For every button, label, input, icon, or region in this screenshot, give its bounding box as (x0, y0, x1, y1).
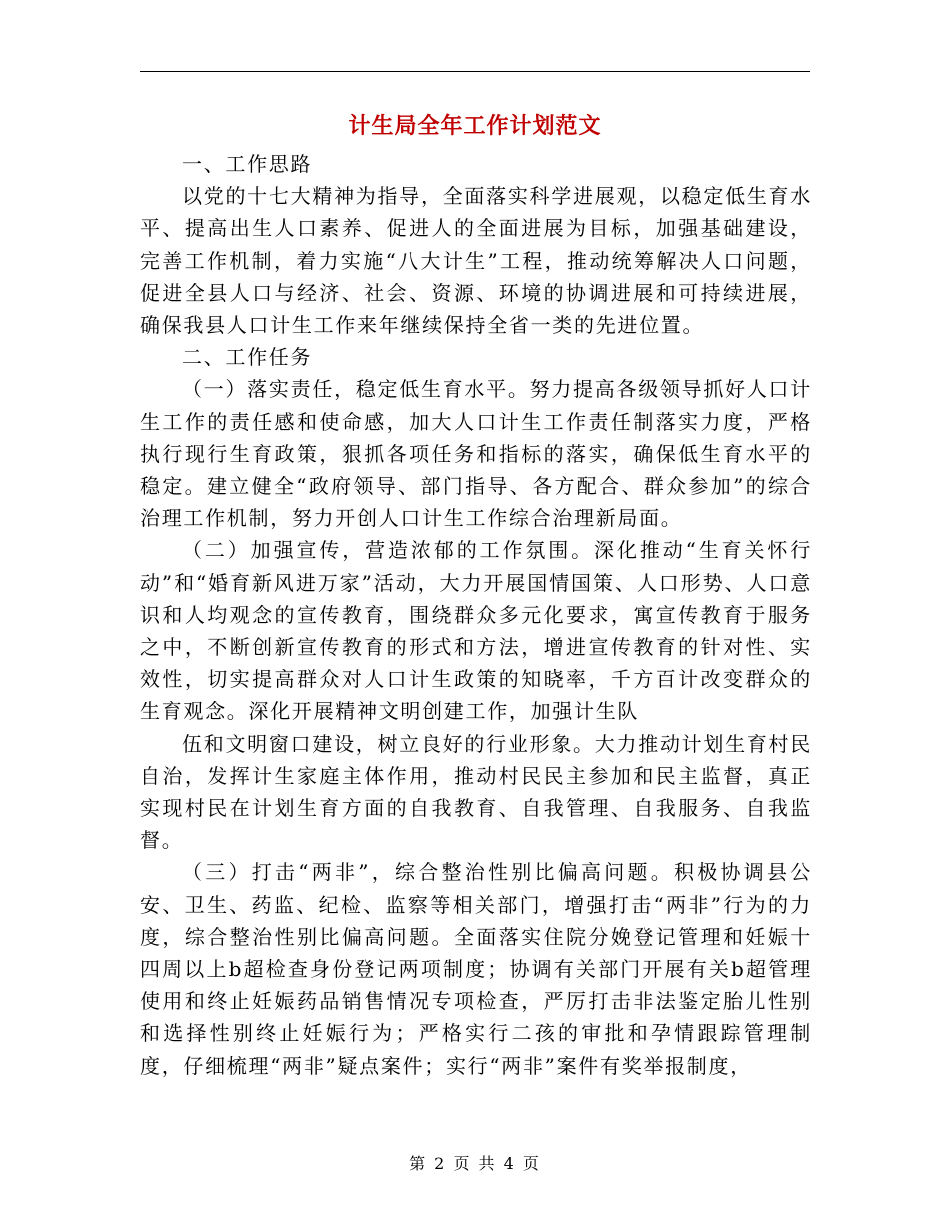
paragraph-task-2-continued: 伍和文明窗口建设，树立良好的行业形象。大力推动计划生育村民自治，发挥计生家庭主体作用，推动村民民主参加和民主监督，真正实现村民在计划生育方面的自我教育、自我管理、自我服务、自我监督。 (140, 731, 812, 853)
document-body (140, 148, 812, 1082)
header-rule (140, 71, 810, 72)
section-heading-1: 一、工作思路 (182, 152, 313, 176)
paragraph-work-ideas: 以党的十七大精神为指导，全面落实科学进展观，以稳定低生育水平、提高出生人口素养、促进人的全面进展为目标，加强基础建设，完善工作机制，着力实施“八大计生”工程，推动统筹解决人口问题，促进全县人口与经济、社会、资源、环境的协调进展和可持续进展，确保我县人口计生工作来年继续保持全省一类的先进位置。 (140, 184, 812, 338)
page-number: 第 2 页 共 4 页 (409, 1154, 541, 1173)
paragraph-task-2: （二）加强宣传，营造浓郁的工作氛围。深化推动“生育关怀行动”和“婚育新风进万家”活动，大力开展国情国策、人口形势、人口意识和人均观念的宣传教育，围绕群众多元化要求，寓宣传教育于服务之中，不断创新宣传教育的形式和方法，增进宣传教育的针对性、实效性，切实提高群众对人口计生政策的知晓率，千方百计改变群众的生育观念。深化开展精神文明创建工作，加强计生队 (140, 538, 812, 724)
document-title: 计生局全年工作计划范文 (348, 113, 602, 139)
paragraph-task-1: （一）落实责任，稳定低生育水平。努力提高各级领导抓好人口计生工作的责任感和使命感，加大人口计生工作责任制落实力度，严格执行现行生育政策，狠抓各项任务和指标的落实，确保低生育水平的稳定。建立健全“政府领导、部门指导、各方配合、群众参加”的综合治理工作机制，努力开创人口计生工作综合治理新局面。 (140, 377, 812, 531)
paragraph-task-3: （三）打击“两非”，综合整治性别比偏高问题。积极协调县公安、卫生、药监、纪检、监察等相关部门，增强打击“两非”行为的力度，综合整治性别比偏高问题。全面落实住院分娩登记管理和妊娠十四周以上b超检查身份登记两项制度；协调有关部门开展有关b超管理使用和终止妊娠药品销售情况专项检查，严厉打击非法鉴定胎儿性别和选择性别终止妊娠行为；严格实行二孩的审批和孕情跟踪管理制度，仔细梳理“两非”疑点案件；实行“两非”案件有奖举报制度， (140, 860, 812, 1078)
section-heading-2: 二、工作任务 (182, 345, 313, 370)
